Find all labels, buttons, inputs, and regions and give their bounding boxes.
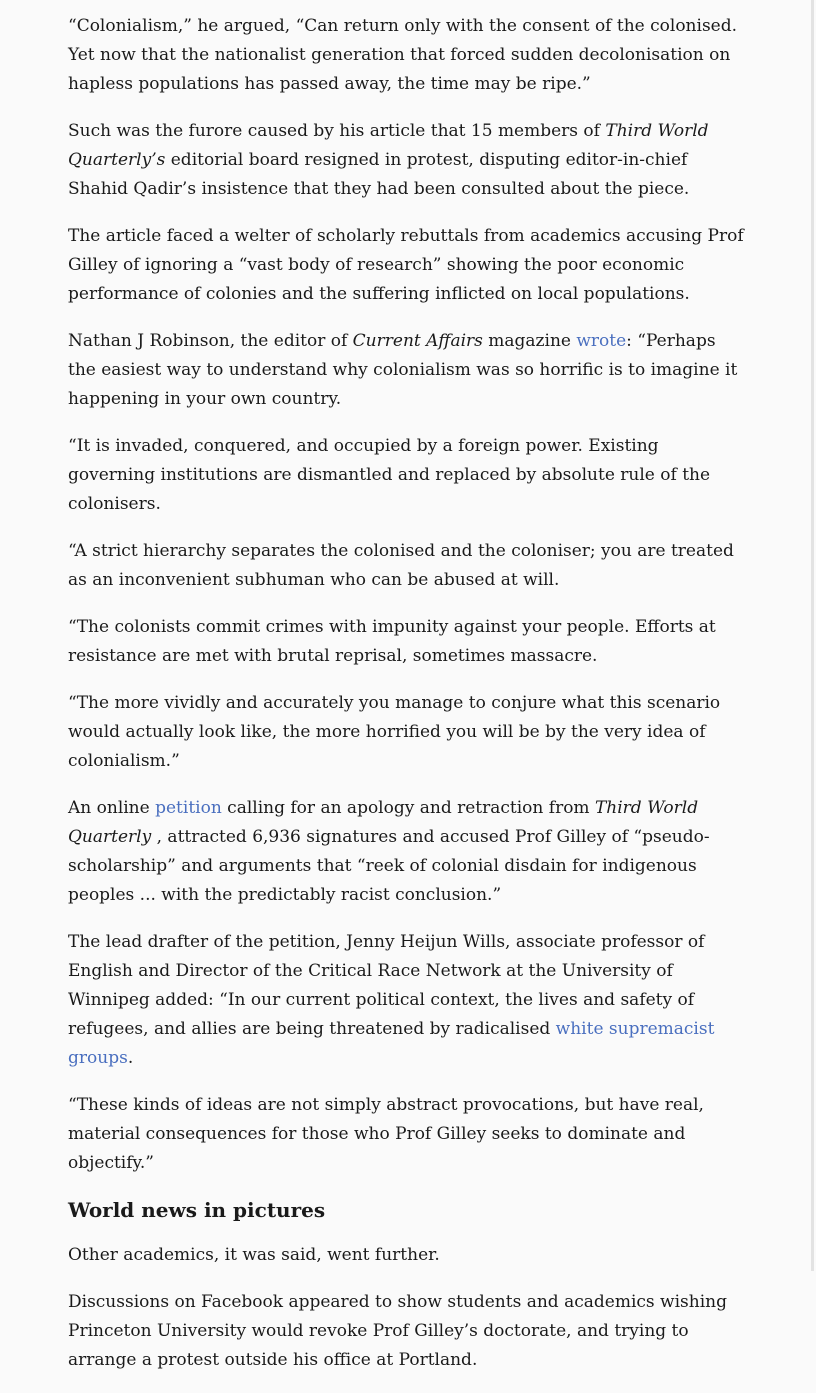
paragraph-hierarchy-quote: “A strict hierarchy separates the colonised and the coloniser; you are treated as an inconvenient subhuman who can be abused at will. [68,541,734,590]
journal-title: Third World Quarterly’s [68,121,709,170]
paragraph-facebook-discussions: Discussions on Facebook appeared to show students and academics wishing Princeton University would revoke Prof Gilley’s doctorate, and trying to arrange a protest outside his office at Portland. [68,1292,727,1370]
paragraph-editorial-resignations: Such was the furore caused by his article that 15 members of Third World Quarterly’s editorial board resigned in protest, disputing editor-in-chief Shahid Qadir’s insistence that they had been consulted about the piece. [68,121,709,199]
paragraph-invaded-quote: “It is invaded, conquered, and occupied by a foreign power. Existing governing institutions are dismantled and replaced by absolute rule of the colonisers. [68,436,711,514]
scrollbar-edge [811,0,814,1271]
article-body [68,12,744,1393]
paragraph-colonialism-quote: “Colonialism,” he argued, “Can return only with the consent of the colonised. Yet now that the nationalist generation that forced sudden decolonisation on hapless populations has passed away, the time may be ripe.” [68,16,738,94]
magazine-title: Current Affairs [352,331,483,351]
wrote-link[interactable]: wrote [576,331,627,351]
paragraph-robinson-intro: Nathan J Robinson, the editor of Current Affairs magazine wrote: “Perhaps the easiest way to understand why colonialism was so horrific is to imagine it happening in your own country. [68,331,738,409]
paragraph-vividly-quote: “The more vividly and accurately you manage to conjure what this scenario would actually look like, the more horrified you will be by the very idea of colonialism.” [68,693,721,771]
paragraph-ideas-quote: “These kinds of ideas are not simply abstract provocations, but have real, material consequences for those who Prof Gilley seeks to dominate and objectify.” [68,1095,704,1173]
section-heading-world-news: World news in pictures [68,1198,326,1222]
white-supremacist-groups-link[interactable]: white supremacist groups [68,1019,715,1068]
journal-title: Third World Quarterly [68,798,699,847]
paragraph-petition: An online petition calling for an apology and retraction from Third World Quarterly , attracted 6,936 signatures and accused Prof Gilley of “pseudo-scholarship” and arguments that “reek of colonial disdain for indigenous peoples ... with the predictably racist conclusion.” [68,798,710,905]
paragraph-wills-statement: The lead drafter of the petition, Jenny Heijun Wills, associate professor of English and Director of the Critical Race Network at the University of Winnipeg added: “In our current political context, the lives and safety of refugees, and allies are being threatened by radicalised white supremacist groups. [68,932,715,1068]
paragraph-other-academics: Other academics, it was said, went further. [68,1245,440,1265]
petition-link[interactable]: petition [155,798,222,818]
paragraph-crimes-quote: “The colonists commit crimes with impunity against your people. Efforts at resistance are met with brutal reprisal, sometimes massacre. [68,617,716,666]
paragraph-scholarly-rebuttals: The article faced a welter of scholarly rebuttals from academics accusing Prof Gilley of ignoring a “vast body of research” showing the poor economic performance of colonies and the suffering inflicted on local populations. [68,226,744,304]
